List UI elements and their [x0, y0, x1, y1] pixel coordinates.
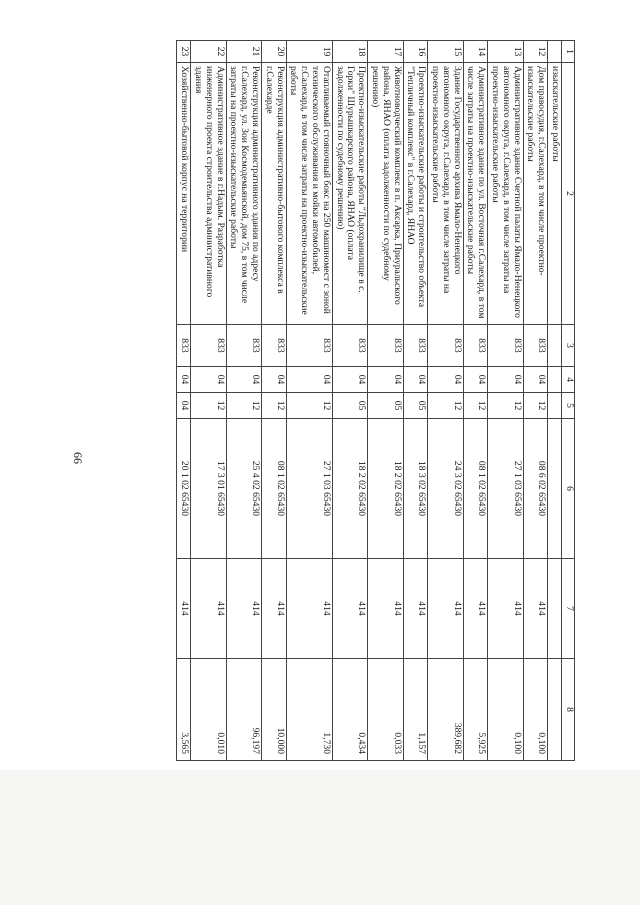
ministry-code: 833 — [332, 325, 367, 367]
table-cell — [548, 325, 562, 367]
subsection-code: 12 — [488, 393, 523, 419]
col-header: 6 — [562, 419, 575, 559]
table-row — [463, 41, 488, 761]
amount: 3,565 — [177, 659, 191, 761]
row-description: Реконструкция административно-бытового комплекса в г.Салехарде — [262, 63, 287, 325]
ministry-code: 833 — [191, 325, 226, 367]
subsection-code: 12 — [262, 393, 287, 419]
amount: 389,682 — [428, 659, 463, 761]
table-row — [488, 41, 523, 761]
target-article-code: 18 2 02 65430 — [368, 419, 403, 559]
col-header: 1 — [562, 41, 575, 63]
col-header: 3 — [562, 325, 575, 367]
col-header: 5 — [562, 393, 575, 419]
table-row — [332, 41, 367, 761]
table-cell — [548, 659, 562, 761]
ministry-code: 833 — [403, 325, 428, 367]
row-description: Проектно-изыскательские работы и строительство объекта "Тепличный комплекс" в г.Салехард, ЯНАО — [403, 63, 428, 325]
row-number: 17 — [368, 41, 403, 63]
table-row — [177, 41, 191, 761]
row-number: 22 — [191, 41, 226, 63]
expense-type-code: 414 — [488, 559, 523, 659]
table-cell — [548, 419, 562, 559]
amount: 0,100 — [488, 659, 523, 761]
target-article-code: 27 1 03 65430 — [286, 419, 332, 559]
ministry-code: 833 — [177, 325, 191, 367]
scan-margin — [0, 770, 640, 905]
subsection-code: 05 — [332, 393, 367, 419]
page-number: 66 — [71, 452, 85, 464]
budget-table-container — [65, 40, 575, 760]
section-code: 04 — [463, 367, 488, 393]
expense-type-code: 414 — [226, 559, 261, 659]
subsection-code: 12 — [191, 393, 226, 419]
ministry-code: 833 — [463, 325, 488, 367]
col-header: 2 — [562, 63, 575, 325]
expense-type-code: 414 — [523, 559, 548, 659]
subsection-code: 12 — [523, 393, 548, 419]
table-row — [523, 41, 548, 761]
table-row — [286, 41, 332, 761]
ministry-code: 833 — [226, 325, 261, 367]
row-description: Животноводческий комплекс в п. Аксарка, Приуральского района, ЯНАО (оплата задолженности по судебному решению) — [368, 63, 403, 325]
section-code: 04 — [177, 367, 191, 393]
expense-type-code: 414 — [332, 559, 367, 659]
continuation-text: изыскательские работы — [548, 63, 562, 325]
amount: 5,925 — [463, 659, 488, 761]
section-code: 04 — [191, 367, 226, 393]
table-cell — [548, 367, 562, 393]
row-description: Административное здание в г.Надым. Разработка инженерного проекта строительства административного здания — [191, 63, 226, 325]
row-number: 21 — [226, 41, 261, 63]
section-code: 04 — [262, 367, 287, 393]
row-number: 16 — [403, 41, 428, 63]
amount: 0,033 — [368, 659, 403, 761]
target-article-code: 20 1 02 65430 — [177, 419, 191, 559]
ministry-code: 833 — [368, 325, 403, 367]
subsection-code: 05 — [403, 393, 428, 419]
subsection-code: 05 — [368, 393, 403, 419]
target-article-code: 24 3 02 65430 — [428, 419, 463, 559]
amount: 10,000 — [262, 659, 287, 761]
ministry-code: 833 — [262, 325, 287, 367]
target-article-code: 17 3 01 65430 — [191, 419, 226, 559]
table-cell — [548, 41, 562, 63]
table-row — [191, 41, 226, 761]
row-number: 14 — [463, 41, 488, 63]
target-article-code: 25 4 02 65430 — [226, 419, 261, 559]
target-article-code: 27 1 03 65430 — [488, 419, 523, 559]
row-description: Дом правосудия, г.Салехард, в том числе проектно-изыскательские работы — [523, 63, 548, 325]
ministry-code: 833 — [286, 325, 332, 367]
row-number: 18 — [332, 41, 367, 63]
continuation-row — [548, 41, 562, 761]
row-description: Здание Государственного архива Ямало-Ненецкого автономного округа, г.Салехард, в том числе затраты на проектно-изыскательские работы — [428, 63, 463, 325]
amount: 0,100 — [523, 659, 548, 761]
subsection-code: 04 — [177, 393, 191, 419]
section-code: 04 — [226, 367, 261, 393]
table-row — [226, 41, 261, 761]
row-number: 13 — [488, 41, 523, 63]
header-row — [562, 41, 575, 761]
col-header: 4 — [562, 367, 575, 393]
row-description: Административное здание Счетной палаты Ямало-Ненецкого автономного округа, г.Салехард, в том числе затраты на проектно-изыскательские работы — [488, 63, 523, 325]
row-description: Отапливаемый стояночный бокс на 250 машиномест с зоной технического обслуживания и мойки автомобилей, г.Салехард, в том числе затраты на проектно-изыскательские работы — [286, 63, 332, 325]
ministry-code: 833 — [428, 325, 463, 367]
ministry-code: 833 — [523, 325, 548, 367]
expense-type-code: 414 — [403, 559, 428, 659]
row-number: 12 — [523, 41, 548, 63]
section-code: 04 — [428, 367, 463, 393]
expense-type-code: 414 — [191, 559, 226, 659]
row-description: Административное здание по ул. Восточная г.Салехард, в том числе затраты на проектно-изыскательские работы — [463, 63, 488, 325]
section-code: 04 — [286, 367, 332, 393]
amount: 0,010 — [191, 659, 226, 761]
expense-type-code: 414 — [463, 559, 488, 659]
budget-table — [177, 40, 576, 761]
target-article-code: 18 3 02 65430 — [403, 419, 428, 559]
target-article-code: 08 6 02 65430 — [523, 419, 548, 559]
table-row — [428, 41, 463, 761]
row-number: 19 — [286, 41, 332, 63]
table-cell — [548, 559, 562, 659]
expense-type-code: 414 — [177, 559, 191, 659]
section-code: 04 — [368, 367, 403, 393]
subsection-code: 12 — [226, 393, 261, 419]
table-cell — [548, 393, 562, 419]
subsection-code: 12 — [286, 393, 332, 419]
amount: 0,434 — [332, 659, 367, 761]
col-header: 7 — [562, 559, 575, 659]
section-code: 04 — [488, 367, 523, 393]
amount: 96,197 — [226, 659, 261, 761]
expense-type-code: 414 — [428, 559, 463, 659]
row-description: Проектно-изыскательские работы "Льдохранилище в с. Горки" Шурышкарского района, ЯНАО (оплата задолженности по судебному решению) — [332, 63, 367, 325]
expense-type-code: 414 — [262, 559, 287, 659]
section-code: 04 — [403, 367, 428, 393]
row-number: 20 — [262, 41, 287, 63]
target-article-code: 18 2 02 65430 — [332, 419, 367, 559]
row-description: Реконструкция административного здания по адресу г.Салехард, ул. Зои Космодемьянской, дом 75, в том числе затраты на проектно-изыскательские работы — [226, 63, 261, 325]
target-article-code: 08 1 02 65430 — [262, 419, 287, 559]
section-code: 04 — [523, 367, 548, 393]
table-row — [262, 41, 287, 761]
row-description: Хозяйственно-бытовой корпус на территории — [177, 63, 191, 325]
rotated-table — [65, 40, 575, 760]
row-number: 23 — [177, 41, 191, 63]
ministry-code: 833 — [488, 325, 523, 367]
amount: 1,730 — [286, 659, 332, 761]
target-article-code: 08 1 02 65430 — [463, 419, 488, 559]
amount: 1,157 — [403, 659, 428, 761]
expense-type-code: 414 — [286, 559, 332, 659]
subsection-code: 12 — [428, 393, 463, 419]
table-row — [368, 41, 403, 761]
col-header: 8 — [562, 659, 575, 761]
table-row — [403, 41, 428, 761]
expense-type-code: 414 — [368, 559, 403, 659]
row-number: 15 — [428, 41, 463, 63]
subsection-code: 12 — [463, 393, 488, 419]
section-code: 04 — [332, 367, 367, 393]
